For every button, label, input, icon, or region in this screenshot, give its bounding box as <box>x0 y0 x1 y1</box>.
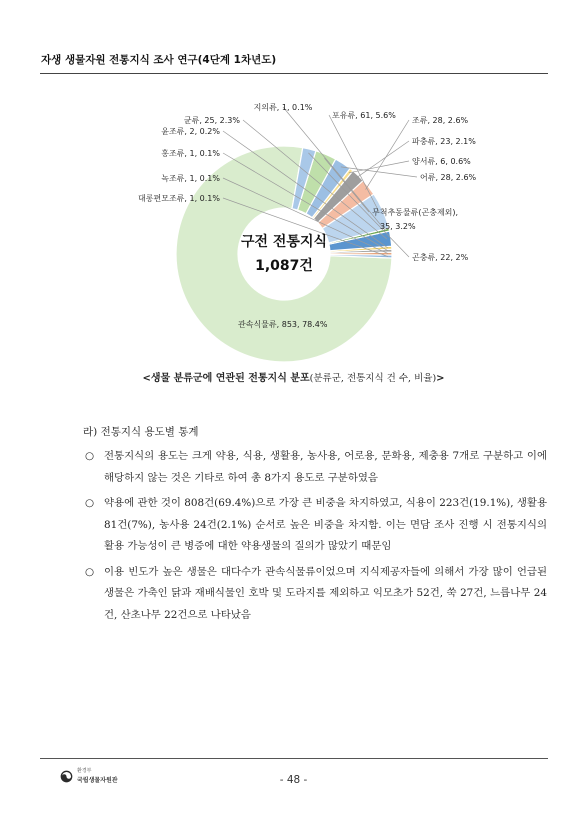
list-item <box>85 493 547 558</box>
slice-label: 포유류, 61, 5.6% <box>332 111 396 120</box>
caption-main: <생물 분류군에 연관된 전통지식 분포 <box>142 373 310 384</box>
center-label-total: 1,087건 <box>255 258 313 274</box>
slice-label: 곤충류, 22, 2% <box>412 253 469 262</box>
chart-caption <box>0 369 587 384</box>
running-header: 자생 생물자원 전통지식 조사 연구(4단계 1차년도) <box>41 54 277 66</box>
logo-gov-name: 환경부 <box>77 768 92 774</box>
header-divider <box>40 73 548 74</box>
slice-label: 어류, 28, 2.6% <box>420 173 477 182</box>
slice-label: 양서류, 6, 0.6% <box>412 157 471 166</box>
page-number: - 48 - <box>279 774 308 786</box>
slice-label: 지의류, 1, 0.1% <box>253 103 313 112</box>
slice-label: 관속식물류, 853, 78.4% <box>238 320 328 329</box>
slice-label: 무척추동물류(곤충제외), 35, 3.2% <box>372 208 459 231</box>
section-title: 라) 전통지식 용도별 통계 <box>83 426 199 438</box>
slice-label: 녹조류, 1, 0.1% <box>161 174 220 183</box>
bullet-text: 이용 빈도가 높은 생물은 대다수가 관속식물류이었으며 지식제공자들에 의해서 가장 많이 언급된 생물은 가축인 닭과 재배식물인 호박 및 도라지를 제외하고 익모초가 52건, 쑥 27건, 느릅나무 24건, 산초나무 22건으로 나타났음 <box>104 565 547 621</box>
logo-org-name: 국립생물자원관 <box>77 777 118 784</box>
leader-line <box>366 120 409 190</box>
slice-label: 균류, 25, 2.3% <box>183 116 240 125</box>
bullet-text: 약용에 관한 것이 808건(69.4%)으로 가장 큰 비중을 차지하였고, 식용이 223건(19.1%), 생활용 81건(7%), 농사용 24건(2.1%) 순서로 높은 비중을 차지함. 이는 면담 조사 진행 시 전통지식의 활용 가능성이 큰 병증에 대한 약용생물의 질의가 많았기 때문임 <box>104 497 547 552</box>
leader-line <box>349 161 409 173</box>
bullet-circle-icon: ○ <box>85 565 95 578</box>
slice-label: 조류, 28, 2.6% <box>412 116 469 125</box>
caption-sub: (분류군, 전통지식 건 수, 비율) <box>309 373 437 384</box>
slice-label: 파충류, 23, 2.1% <box>412 137 476 146</box>
taxa-donut-chart <box>0 92 587 367</box>
caption-end: > <box>436 373 445 384</box>
bullet-text: 전통지식의 용도는 크게 약용, 식용, 생활용, 농사용, 어로용, 문화용, 제충용 7개로 구분하고 이에 해당하지 않는 것은 기타로 하여 총 8가지 용도로 구분하였음 <box>104 450 547 484</box>
list-item <box>85 562 547 627</box>
leader-line <box>355 141 409 178</box>
bullet-circle-icon: ○ <box>85 497 95 509</box>
list-item <box>85 446 547 489</box>
footer-divider <box>40 758 548 759</box>
slice-label: 윤조류, 2, 0.2% <box>161 127 220 136</box>
slice-label: 대롱편모조류, 1, 0.1% <box>138 194 220 203</box>
bullet-circle-icon: ○ <box>85 450 95 462</box>
bullet-list <box>85 446 547 630</box>
center-label-title: 구전 전통지식 <box>240 234 328 250</box>
slice-label: 홍조류, 1, 0.1% <box>161 149 220 158</box>
